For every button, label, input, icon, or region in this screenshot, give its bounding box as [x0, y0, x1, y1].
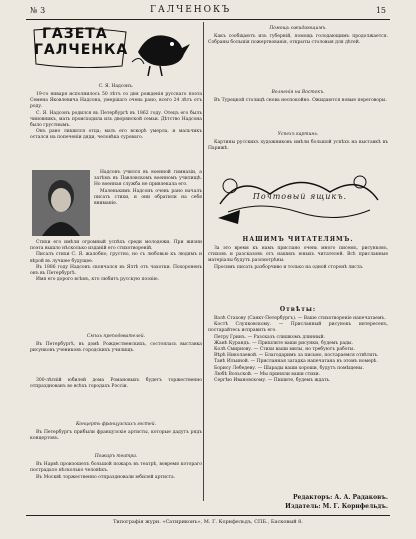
column-divider: [203, 22, 204, 501]
answers-heading: Отвѣты:: [279, 306, 317, 313]
readers-text: За это время къ намъ прислано очень много писемъ, рисунковъ, стиховъ и разсказовъ отъ нашихъ юныхъ читателей. Всѣ присланные матеріалы будутъ разсмотрѣны. Просимъ писать разборчиво и только на одной сторонѣ листа.: [208, 246, 388, 270]
left-section-5: Пожаръ театра. Въ Нарвѣ произошелъ большой пожаръ въ театрѣ, вовремя котораго пострадало нѣсколько человѣкъ. Въ Москвѣ торжественно отпраздновали юбилей артиста.: [30, 454, 202, 480]
publisher-line: Издатель: М. Г. Корнфельдъ.: [285, 503, 388, 510]
section-heading-theatre: Концерть французскихъ гостей.: [75, 422, 157, 427]
right-section-3: Успехъ картинь. Картины русскихъ художниковъ имѣли большой успѣхъ на выставкѣ въ Парижѣ.: [208, 132, 388, 152]
editor-line: Редакторъ: А. А. Радаковъ.: [293, 494, 388, 501]
left-section-3: 300-лѣтній юбилей дома Романовыхъ будетъ торжественно отпразднованъ во всѣхъ городахъ Россіи.: [30, 378, 202, 390]
answers-text: Валѣ Стахову (Санкт-Петербургъ). — Ваше стихотвореніе напечатаемъ. Костѣ Слупковскому. — Присланный рисунокъ интересенъ, постарайтесь исправить его. Петру Гринъ. — Разсказъ слишкомъ длинный. Жанѣ Курандъ. — Пришлите ваши рисунки, будемъ рады. Колѣ Смирнову. — Стихи ваши милы, но требуютъ работы. Вѣрѣ Николаевой. — Благодаримъ за письмо, постараемся отвѣтить. Танѣ Ильиной. — Присланная загадка напечатана въ этомъ номерѣ. Борису Лебедеву. — Шарады ваши хороши, будутъ помѣщены. Любѣ Вольской. — Мы приняли ваши стихи. Сергѣю Ивановскому. — Пишите, будемъ ждать.: [208, 316, 388, 384]
jackdaw-illustration: [130, 22, 192, 78]
section-heading-weather: Волненія на Востокъ.: [271, 90, 325, 95]
section-heading-fire: Пожаръ театра.: [94, 454, 138, 459]
print-footer: Типографія журн. «Сатириконъ», М. Г. Корнфельдъ, СПБ., Басковый 8.: [26, 515, 390, 525]
masthead: [30, 26, 130, 74]
masthead-line1: ГАЗЕТА: [42, 26, 108, 42]
readers-heading: НАШИМЪ ЧИТАТЕЛЯМЪ.: [242, 236, 354, 243]
left-intro-text: 19-го января исполнилось 50 лѣтъ со дня рожденія русскаго поэта Семена Яковлевича Надсона, умершаго очень рано, всего 24 лѣтъ отъ роду. С. Я. Надсонъ родился въ Петербургѣ въ 1862 году. Отецъ его былъ чиновникъ, мать происходила изъ дворянской семьи. Дѣтство Надсона было грустнымъ. Онъ рано лишился отца; мать его вскорѣ умерла, и мальчикъ остался на попеченіи дяди, человѣка суроваго.: [30, 92, 202, 141]
left-side-text: Надсонъ учился въ военной гимназіи, а затѣмъ въ Павловскомъ военномъ училищѣ. Но военная служба не привлекала его. Маленькимъ Надсонъ очень рано началъ писать стихи, и они обратили на себя вниманіе.: [94, 170, 202, 207]
right-section-1: Помощь ожидающимъ. Какъ сообщаютъ изъ губерній, помощь голодающимъ продолжается. Собраны большія пожертвованія, открыты столовыя для дѣтей.: [208, 26, 388, 46]
article-author: С. Я. Надсонъ.: [98, 84, 134, 89]
issue-number: № 3: [30, 6, 46, 15]
left-section-4: Концерть французскихъ гостей. Въ Петербургъ прибыли французскіе артисты, которые дадутъ рядъ концертовъ.: [30, 422, 202, 442]
section-heading: Смъхь преподователей.: [86, 334, 146, 339]
journal-title: ГАЛЧЕНОКЪ: [150, 5, 232, 15]
portrait-image: [32, 170, 90, 236]
page-number: 15: [375, 6, 386, 15]
masthead-line2: ГАЛЧЕНКА: [34, 42, 129, 58]
left-section-2: Смъхь преподователей. Въ Петербургѣ, въ домѣ Рождественскихъ, состоялась выставка рисунковъ учениковъ городскихъ училищъ.: [30, 334, 202, 354]
left-main-text: Стихи его имѣли огромный успѣхъ среди молодежи. При жизни поэта вышло нѣсколько изданій его стихотвореній. Писалъ стихи С. Я. жалобно, грустно, но съ любовью къ людямъ и вѣрой въ лучшее будущее. Въ 1886 году Надсонъ скончался въ Ялтѣ отъ чахотки. Похороненъ онъ въ Петербургѣ. Имя его дорого всѣмъ, кто любитъ русскую поэзію.: [30, 240, 202, 283]
section-heading-sport: Успехъ картинь.: [277, 132, 319, 137]
mailbox-title: Почтовый ящикъ.: [252, 192, 348, 201]
right-section-2: Волненія на Востокъ. Въ Турецкой столицѣ снова неспокойно. Ожидаются новые переговоры.: [208, 88, 388, 128]
section-heading-news: Помощь ожидающимъ.: [269, 26, 327, 31]
header-rule: [26, 19, 390, 20]
